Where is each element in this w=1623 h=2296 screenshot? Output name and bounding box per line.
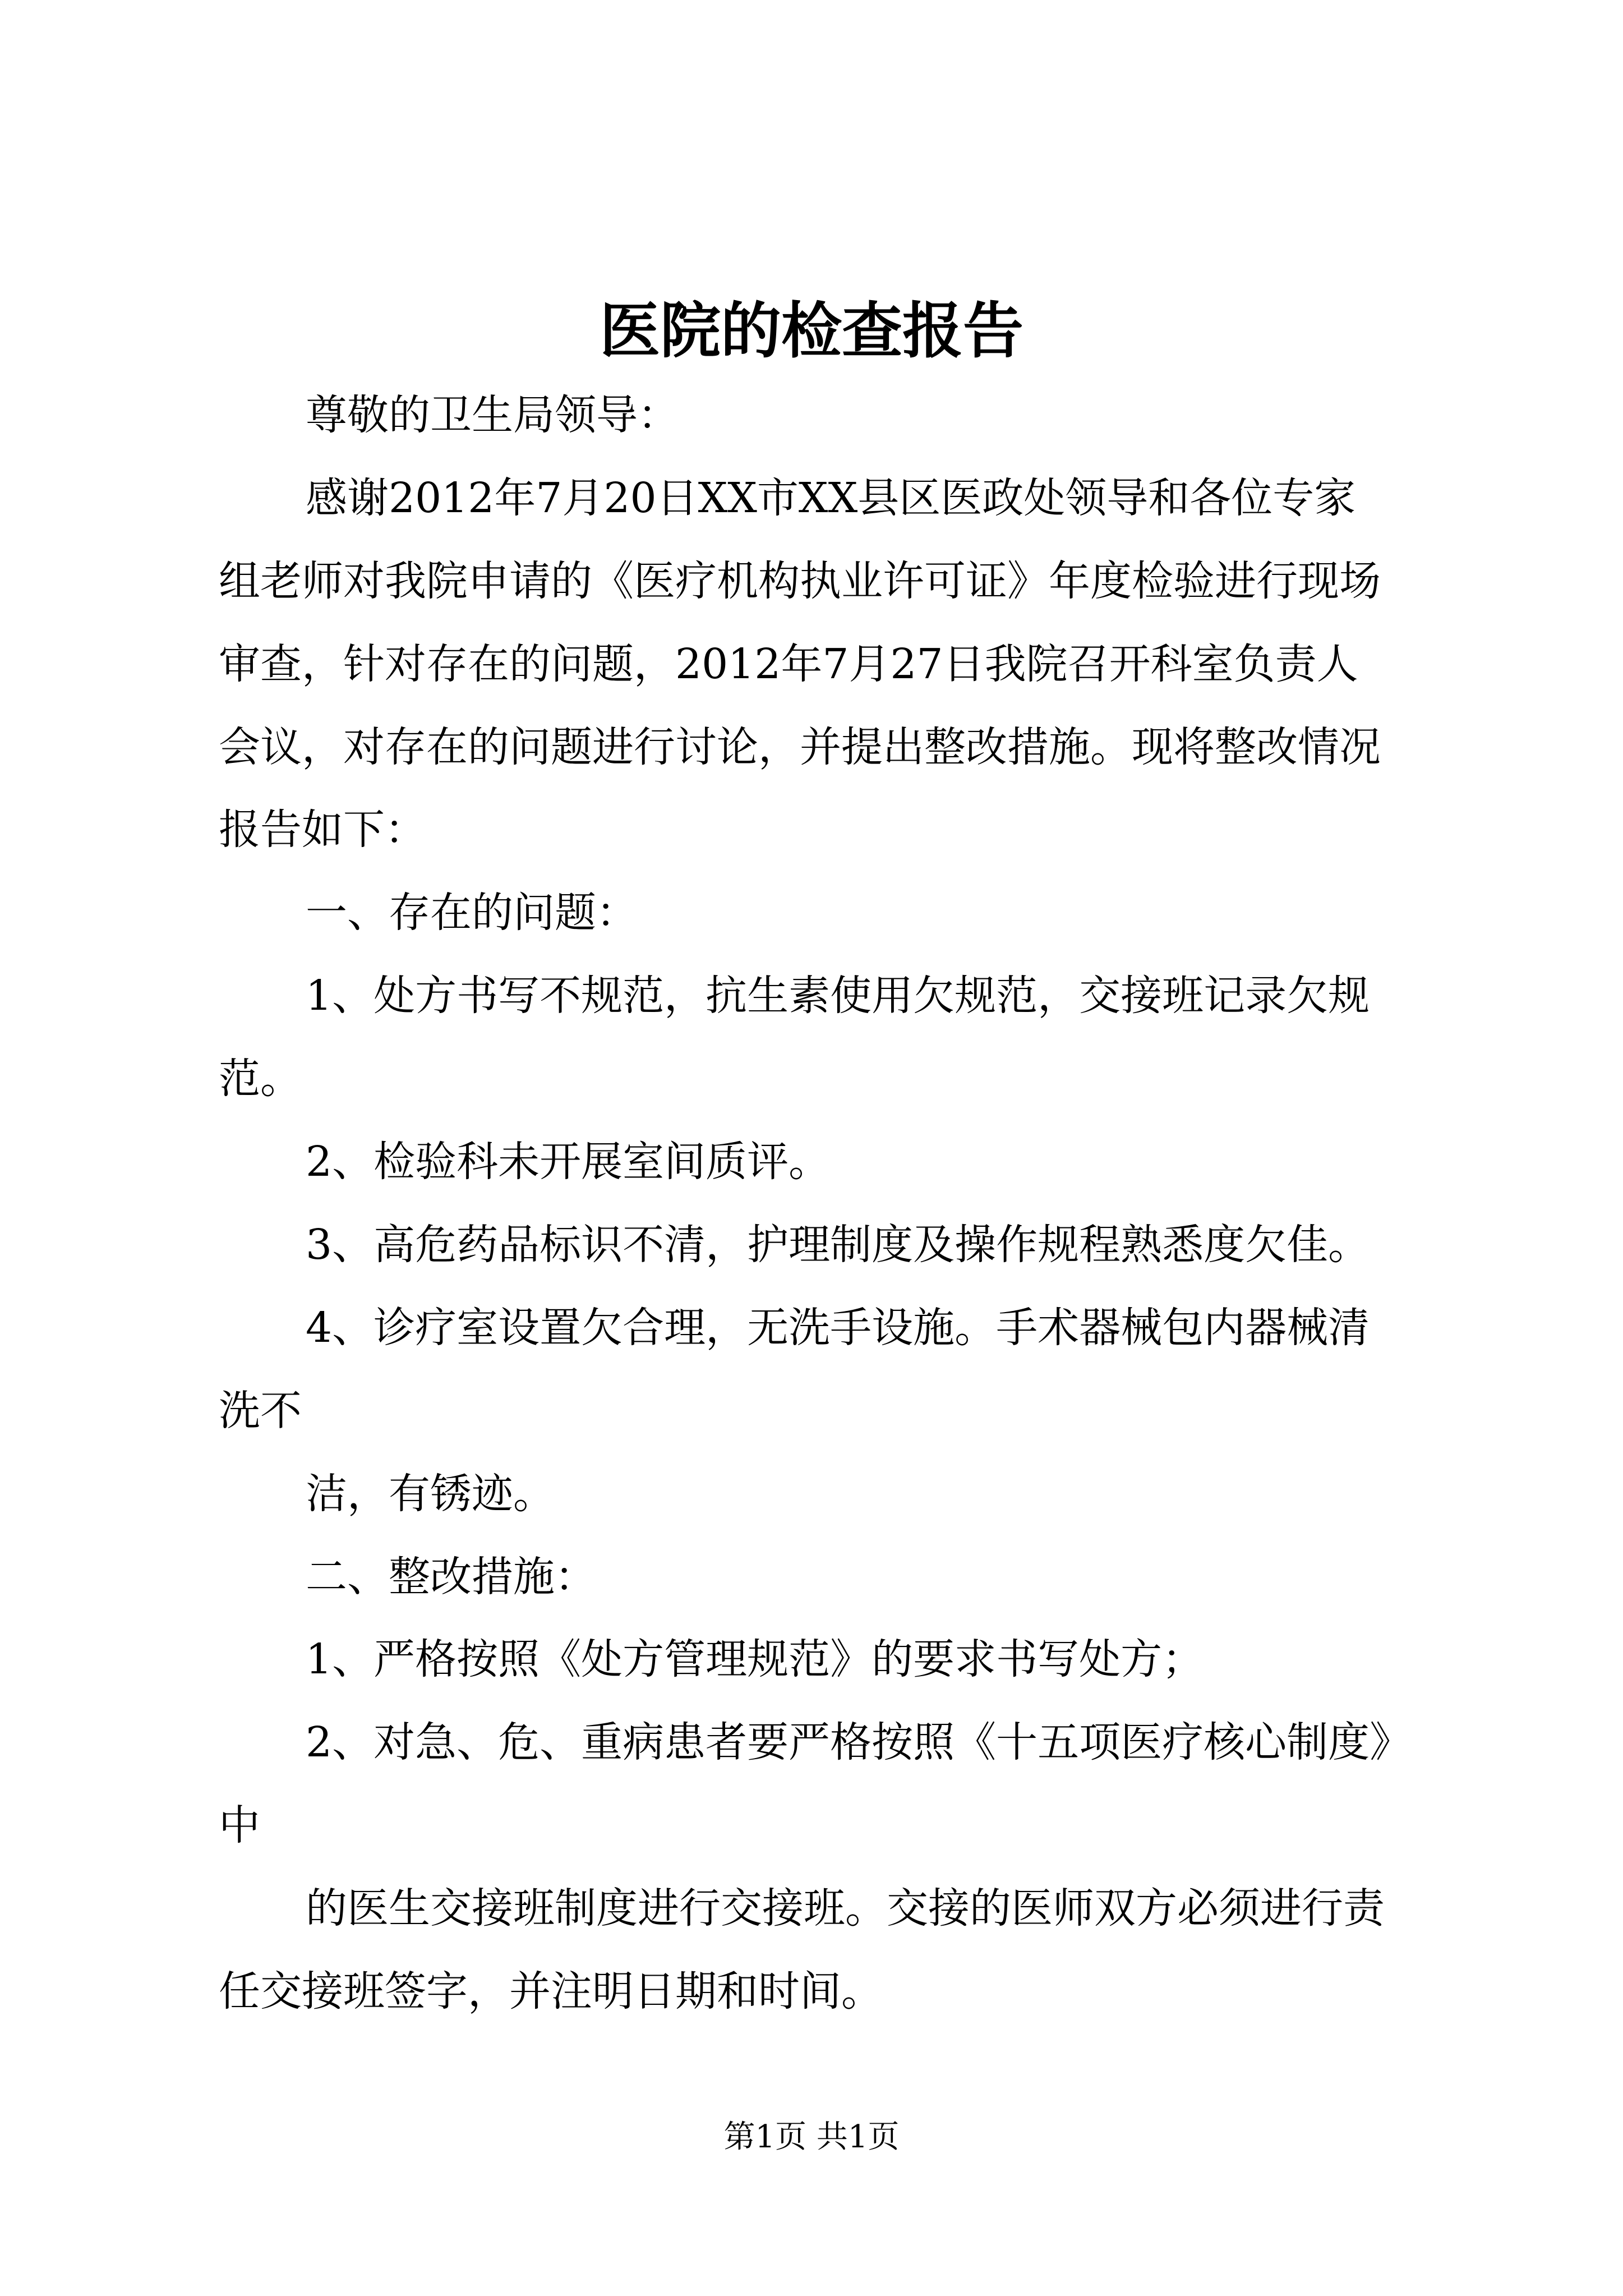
body-line: 报告如下： — [219, 806, 426, 854]
body-line: 洗不 — [219, 1387, 302, 1435]
body-line: 2、对急、危、重病患者要严格按照《十五项医疗核心制度》 — [306, 1718, 1412, 1766]
body-line: 范。 — [219, 1055, 302, 1103]
body-line: 1、处方书写不规范，抗生素使用欠规范，交接班记录欠规 — [306, 972, 1370, 1020]
page-footer: 第1页 共1页 — [723, 2119, 900, 2155]
body-line: 3、高危药品标识不清，护理制度及操作规程熟悉度欠佳。 — [306, 1221, 1370, 1269]
body-line: 审查，针对存在的问题，2012年7月27日我院召开科室负责人 — [219, 640, 1358, 688]
salutation-line: 尊敬的卫生局领导： — [306, 391, 679, 439]
section-heading: 一、存在的问题： — [306, 889, 638, 937]
body-line: 组老师对我院申请的《医疗机构执业许可证》年度检验进行现场 — [219, 557, 1381, 605]
body-line: 任交接班签字，并注明日期和时间。 — [219, 1967, 883, 2016]
body-line: 4、诊疗室设置欠合理，无洗手设施。手术器械包内器械清 — [306, 1304, 1370, 1352]
body-line: 会议，对存在的问题进行讨论，并提出整改措施。现将整改情况 — [219, 723, 1381, 771]
body-line: 1、严格按照《处方管理规范》的要求书写处方； — [306, 1635, 1204, 1683]
body-line: 2、检验科未开展室间质评。 — [306, 1138, 831, 1186]
body-line: 感谢2012年7月20日XX市XX县区医政处领导和各位专家 — [306, 474, 1356, 522]
body-line: 中 — [219, 1801, 260, 1849]
document-title: 医院的检查报告 — [599, 296, 1023, 366]
body-line: 洁，有锈迹。 — [306, 1470, 555, 1518]
body-line: 的医生交接班制度进行交接班。交接的医师双方必须进行责 — [306, 1884, 1385, 1932]
section-heading: 二、整改措施： — [306, 1553, 596, 1601]
